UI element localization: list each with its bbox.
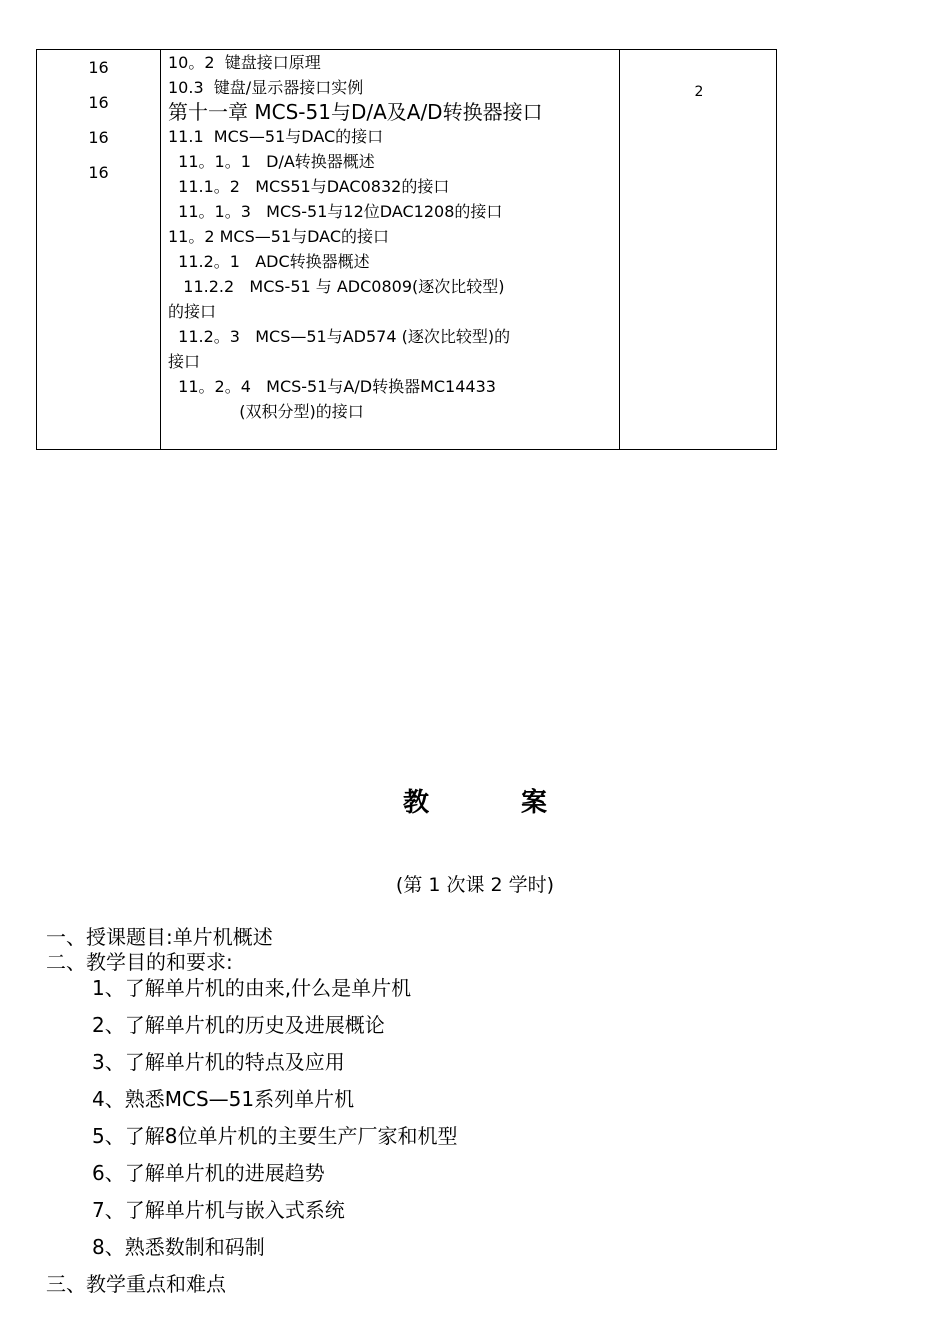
week-cell: 16 (88, 93, 109, 112)
goal-item: 7、了解单片机与嵌入式系统 (92, 1198, 345, 1222)
column-divider (160, 50, 161, 449)
goal-item: 4、熟悉MCS—51系列单片机 (92, 1087, 355, 1111)
week-column (37, 50, 160, 190)
content-line: 的接口 (168, 302, 217, 321)
schedule-table (36, 49, 777, 450)
goal-item: 1、了解单片机的由来,什么是单片机 (92, 976, 412, 1000)
key-points-heading: 三、教学重点和难点 (46, 1272, 226, 1296)
content-line: 10。2 键盘接口原理 (168, 53, 321, 72)
content-line: 11。1。3 MCS-51与12位DAC1208的接口 (168, 202, 503, 221)
content-line: 11.1。2 MCS51与DAC0832的接口 (168, 177, 450, 196)
content-column (168, 50, 618, 424)
content-line: 11.2。3 MCS—51与AD574 (逐次比较型)的 (168, 327, 511, 346)
goal-item: 2、了解单片机的历史及进展概论 (92, 1013, 385, 1037)
content-line: 11.1 MCS—51与DAC的接口 (168, 127, 384, 146)
session-info: (第 1 次课 2 学时) (395, 874, 555, 896)
content-line: 11。2 MCS—51与DAC的接口 (168, 227, 389, 246)
goals-heading: 二、教学目的和要求: (46, 950, 233, 974)
topic-line: 一、授课题目:单片机概述 (46, 925, 273, 949)
title-char: 教 (402, 788, 429, 818)
content-line: 11。2。4 MCS-51与A/D转换器MC14433 (168, 377, 496, 396)
content-line: 10.3 键盘/显示器接口实例 (168, 78, 364, 97)
title-char: 案 (521, 788, 548, 818)
lesson-plan-title (0, 782, 950, 819)
content-line: 11.2。1 ADC转换器概述 (168, 252, 370, 271)
goal-item: 6、了解单片机的进展趋势 (92, 1161, 325, 1185)
week-cell: 16 (88, 58, 109, 77)
week-cell: 16 (88, 128, 109, 147)
goal-item: 8、熟悉数制和码制 (92, 1235, 265, 1259)
content-line: 11.2.2 MCS-51 与 ADC0809(逐次比较型) (168, 277, 505, 296)
content-line: (双积分型)的接口 (168, 402, 364, 421)
week-cell: 16 (88, 163, 109, 182)
chapter-heading: 第十一章 MCS-51与D/A及A/D转换器接口 (168, 100, 543, 124)
goal-item: 3、了解单片机的特点及应用 (92, 1050, 345, 1074)
goal-item: 5、了解8位单片机的主要生产厂家和机型 (92, 1124, 458, 1148)
content-line: 接口 (168, 352, 201, 371)
content-line: 11。1。1 D/A转换器概述 (168, 152, 375, 171)
column-divider (619, 50, 620, 449)
hours-cell: 2 (694, 84, 704, 100)
